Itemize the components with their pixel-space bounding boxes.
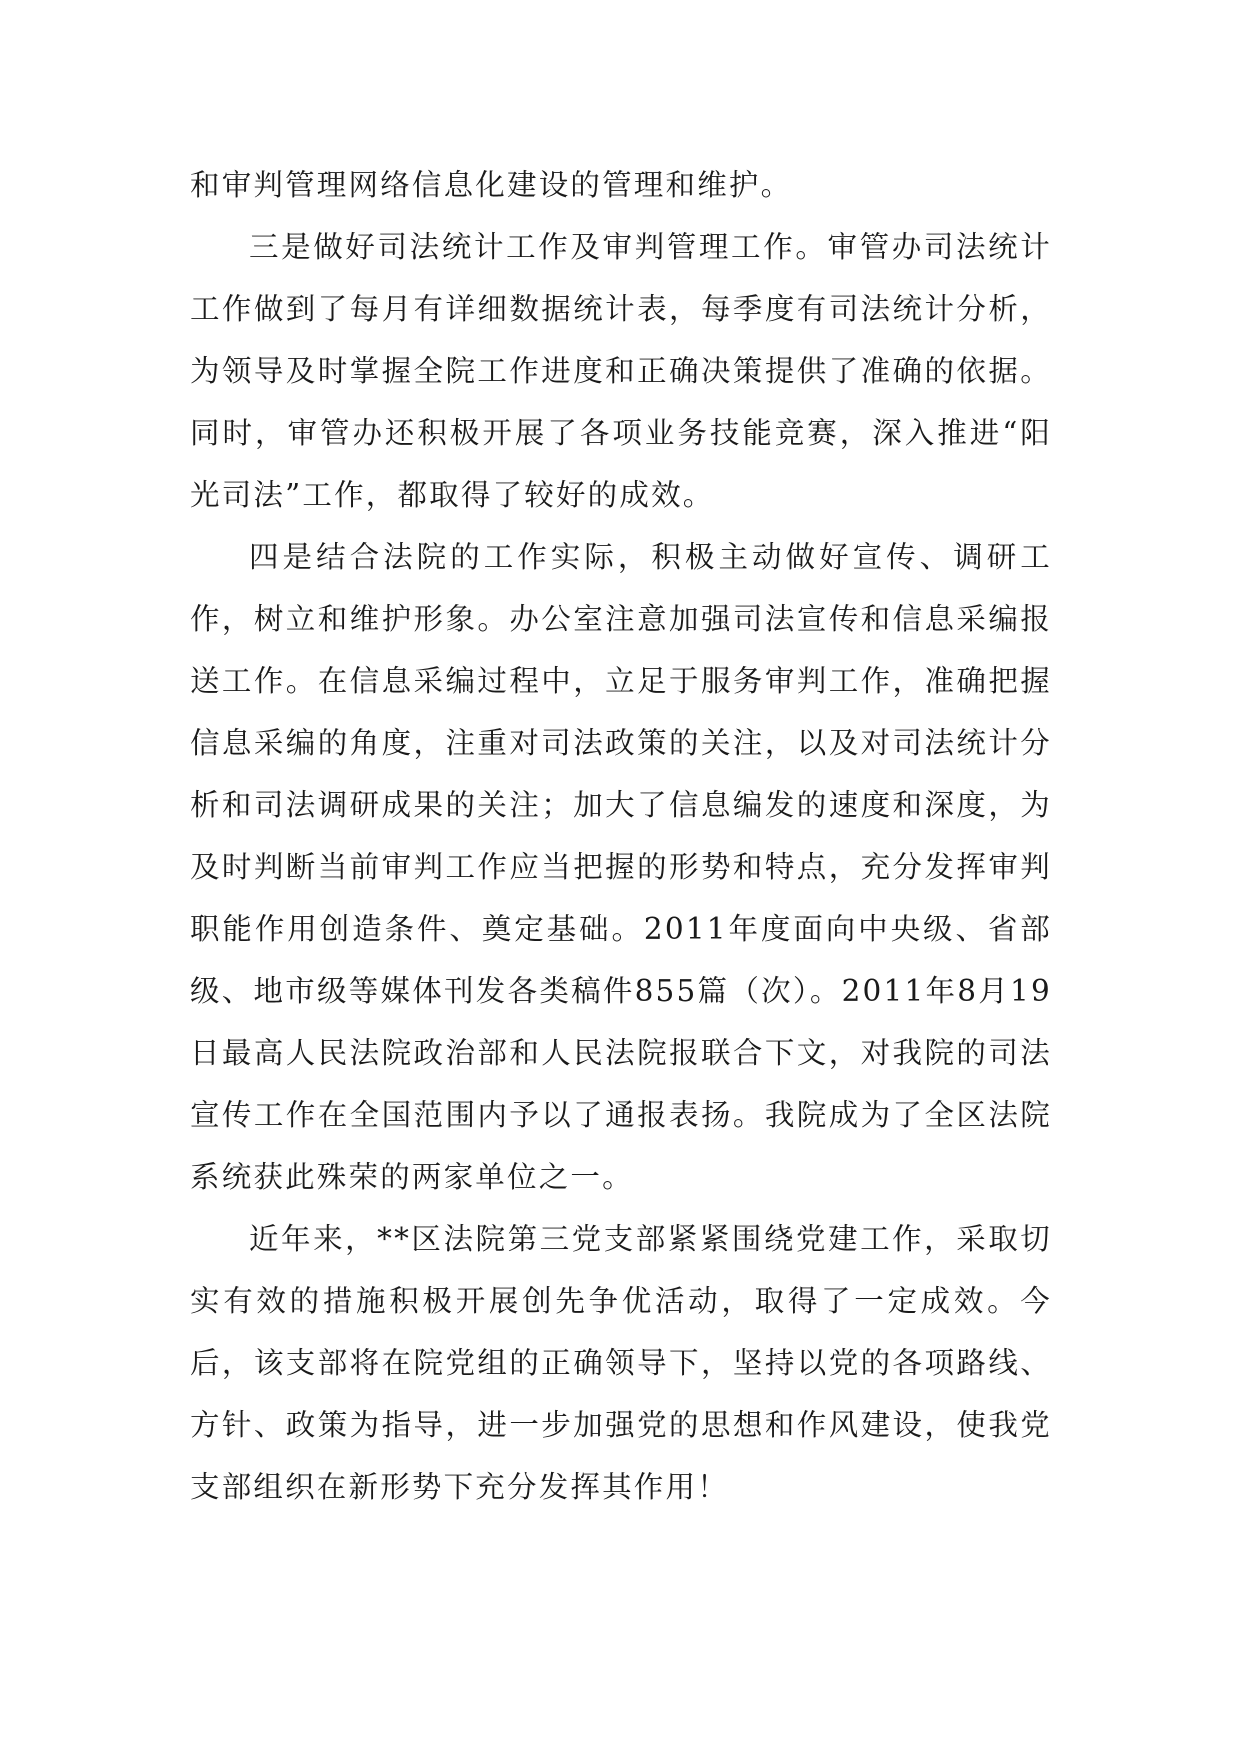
paragraph-conclusion: 近年来，**区法院第三党支部紧紧围绕党建工作，采取切实有效的措施积极开展创先争优活动，取得了一定成效。今后，该支部将在院党组的正确领导下，坚持以党的各项路线、方针、政策为指导，进一步加强党的思想和作风建设，使我党支部组织在新形势下充分发挥其作用！: [190, 1222, 1052, 1504]
paragraph-continuation: 和审判管理网络信息化建设的管理和维护。: [190, 168, 793, 202]
paragraph-judicial-statistics: 三是做好司法统计工作及审判管理工作。审管办司法统计工作做到了每月有详细数据统计表，每季度有司法统计分析，为领导及时掌握全院工作进度和正确决策提供了准确的依据。同时，审管办还积极开展了各项业务技能竞赛，深入推进“阳光司法”工作，都取得了较好的成效。: [190, 230, 1052, 512]
paragraph-publicity-research: 四是结合法院的工作实际，积极主动做好宣传、调研工作，树立和维护形象。办公室注意加强司法宣传和信息采编报送工作。在信息采编过程中，立足于服务审判工作，准确把握信息采编的角度，注重对司法政策的关注，以及对司法统计分析和司法调研成果的关注；加大了信息编发的速度和深度，为及时判断当前审判工作应当把握的形势和特点，充分发挥审判职能作用创造条件、奠定基础。2011年度面向中央级、省部级、地市级等媒体刊发各类稿件855篇（次）。2011年8月19日最高人民法院政治部和人民法院报联合下文，对我院的司法宣传工作在全国范围内予以了通报表扬。我院成为了全区法院系统获此殊荣的两家单位之一。: [190, 540, 1052, 1194]
document-body: [190, 154, 1052, 1518]
